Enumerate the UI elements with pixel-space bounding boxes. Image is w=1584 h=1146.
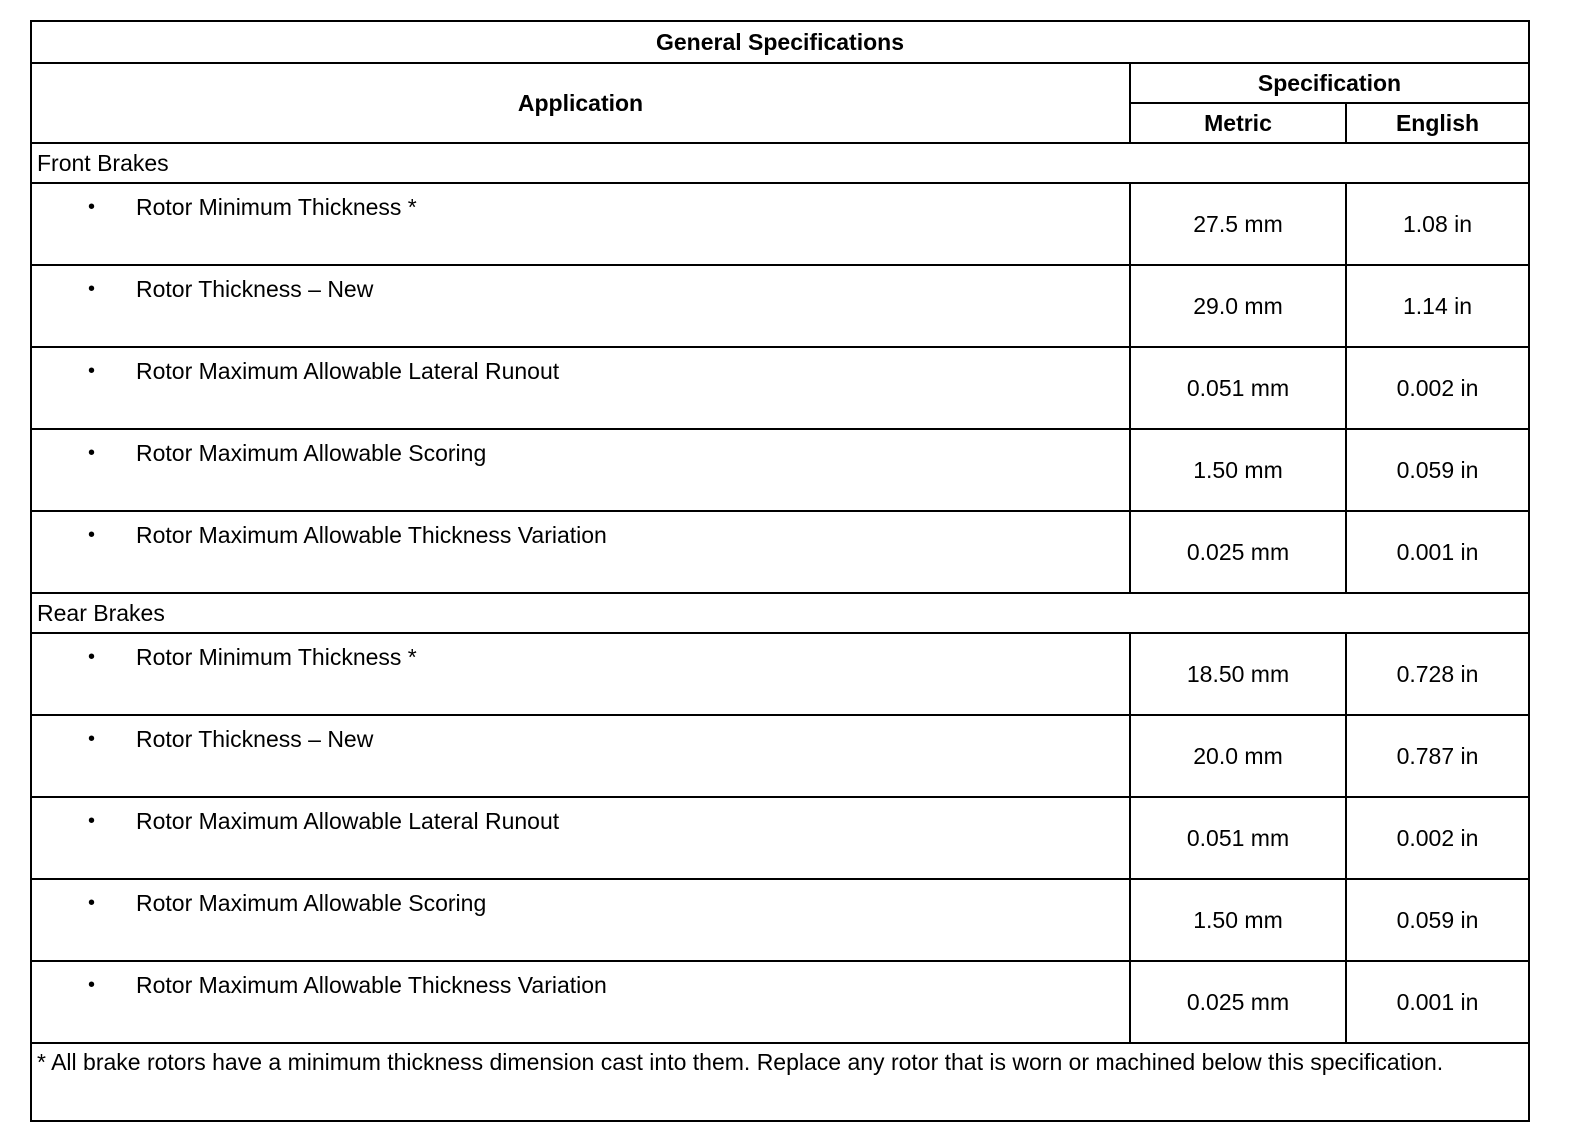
english-value: 1.14 in [1346,265,1529,347]
table-row [31,961,1529,1043]
metric-value: 18.50 mm [1130,633,1346,715]
table-row [31,879,1529,961]
spec-label: Rotor Thickness – New [136,726,374,752]
table-row [31,429,1529,511]
table-title: General Specifications [31,21,1529,63]
spec-label: Rotor Maximum Allowable Lateral Runout [136,358,560,384]
bullet-icon: • [88,524,96,546]
spec-label: Rotor Minimum Thickness * [136,194,417,220]
application-cell [31,797,1130,879]
general-specifications-table [30,20,1530,1122]
metric-value: 1.50 mm [1130,879,1346,961]
bullet-icon: • [88,892,96,914]
bullet-icon: • [88,278,96,300]
english-value: 0.002 in [1346,797,1529,879]
application-header: Application [31,63,1130,143]
metric-value: 0.051 mm [1130,797,1346,879]
english-value: 0.002 in [1346,347,1529,429]
bullet-icon: • [88,728,96,750]
spec-label: Rotor Minimum Thickness * [136,644,417,670]
footnote: * All brake rotors have a minimum thickness dimension cast into them. Replace any rotor that is worn or machined below this specification. [31,1043,1529,1121]
english-value: 0.059 in [1346,879,1529,961]
spec-label: Rotor Maximum Allowable Scoring [136,890,487,916]
application-cell [31,961,1130,1043]
metric-value: 20.0 mm [1130,715,1346,797]
bullet-icon: • [88,646,96,668]
group-title: Front Brakes [31,143,1529,183]
group-title: Rear Brakes [31,593,1529,633]
application-cell [31,715,1130,797]
header-row-top [31,63,1529,103]
application-cell [31,429,1130,511]
english-value: 0.787 in [1346,715,1529,797]
table-row [31,511,1529,593]
metric-value: 27.5 mm [1130,183,1346,265]
bullet-icon: • [88,196,96,218]
english-value: 0.728 in [1346,633,1529,715]
metric-header: Metric [1130,103,1346,143]
application-cell [31,633,1130,715]
table-row [31,633,1529,715]
english-value: 1.08 in [1346,183,1529,265]
metric-value: 0.051 mm [1130,347,1346,429]
table-row [31,797,1529,879]
spec-label: Rotor Maximum Allowable Scoring [136,440,487,466]
metric-value: 1.50 mm [1130,429,1346,511]
table-row [31,347,1529,429]
bullet-icon: • [88,810,96,832]
footnote-row [31,1043,1529,1121]
table-title-row [31,21,1529,63]
table-row [31,265,1529,347]
metric-value: 29.0 mm [1130,265,1346,347]
metric-value: 0.025 mm [1130,511,1346,593]
english-value: 0.001 in [1346,961,1529,1043]
application-cell [31,183,1130,265]
table-row [31,183,1529,265]
spec-label: Rotor Maximum Allowable Thickness Variation [136,522,607,548]
application-cell [31,879,1130,961]
group-row [31,593,1529,633]
bullet-icon: • [88,442,96,464]
english-header: English [1346,103,1529,143]
table-row [31,715,1529,797]
spec-label: Rotor Maximum Allowable Thickness Variation [136,972,607,998]
english-value: 0.001 in [1346,511,1529,593]
bullet-icon: • [88,360,96,382]
group-row [31,143,1529,183]
application-cell [31,265,1130,347]
specification-header: Specification [1130,63,1529,103]
application-cell [31,511,1130,593]
spec-label: Rotor Maximum Allowable Lateral Runout [136,808,560,834]
bullet-icon: • [88,974,96,996]
application-cell [31,347,1130,429]
english-value: 0.059 in [1346,429,1529,511]
spec-label: Rotor Thickness – New [136,276,374,302]
metric-value: 0.025 mm [1130,961,1346,1043]
